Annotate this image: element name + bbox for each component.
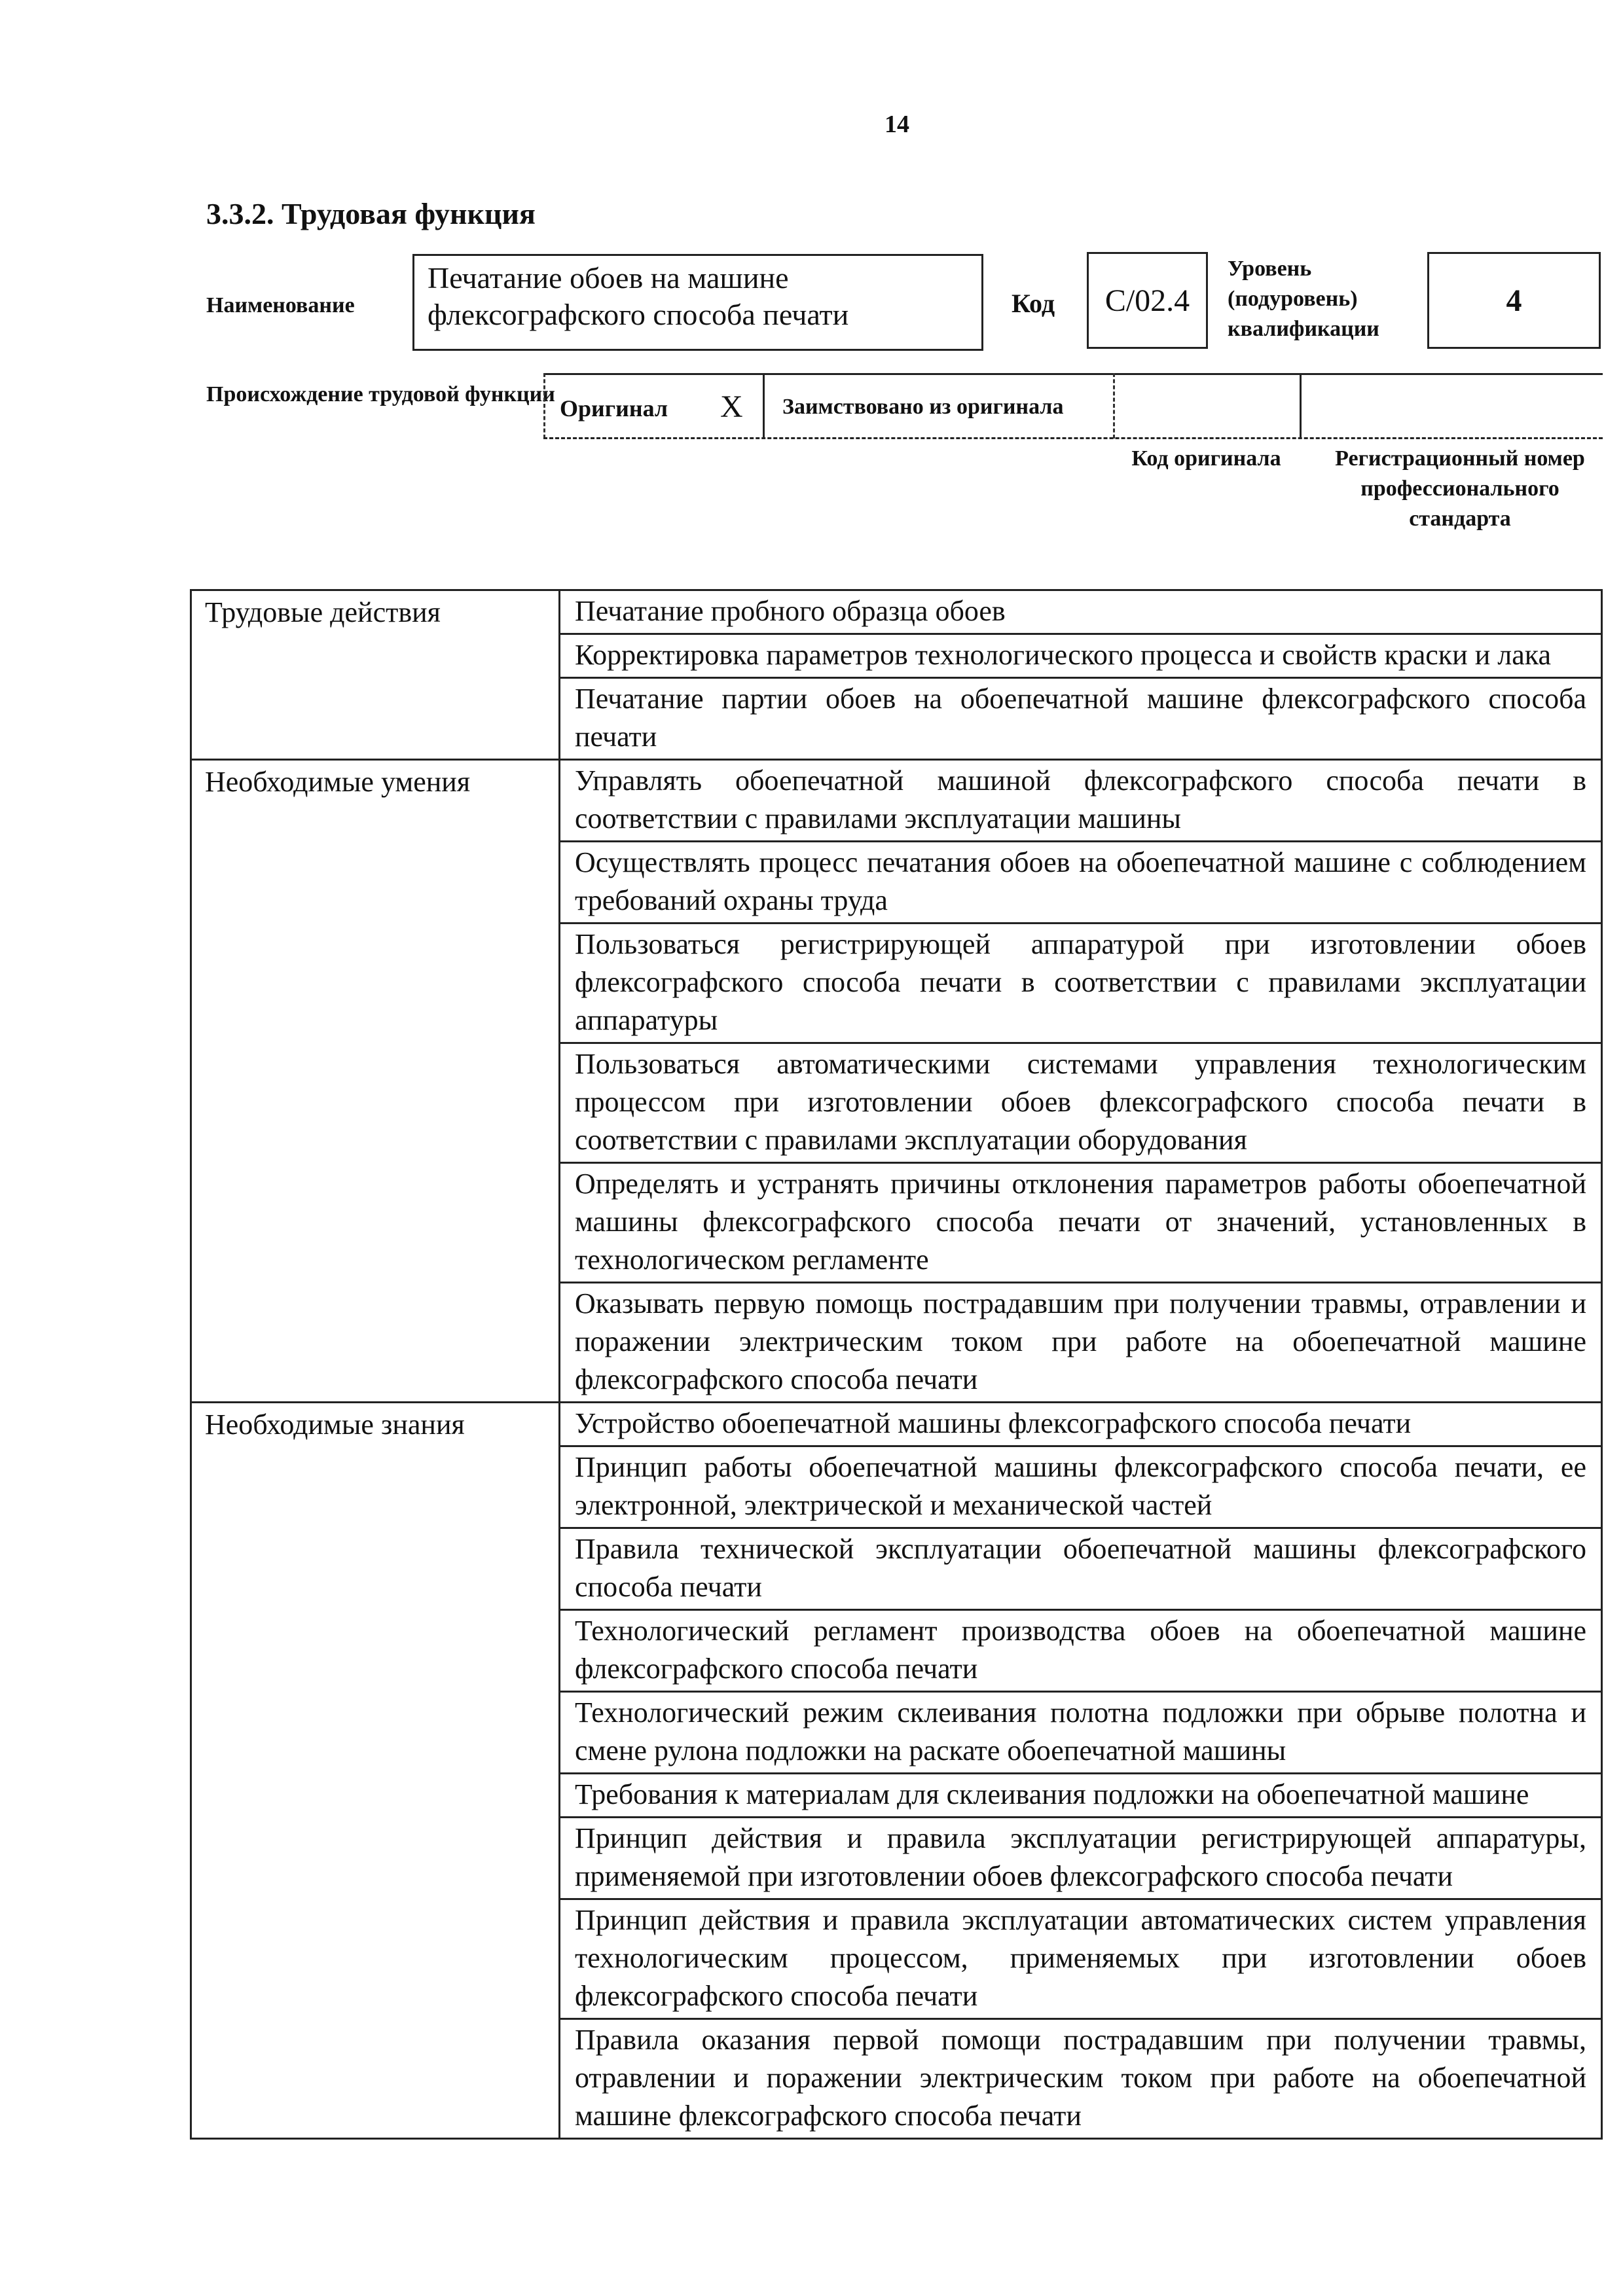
item-cell: Определять и устранять причины отклонения параметров работы обоепечатной машины флексографского способа печати от значений, установленных в технологическом регламенте	[560, 1163, 1602, 1283]
item-cell: Требования к материалам для склеивания подложки на обоепечатной машине	[560, 1774, 1602, 1818]
code-label: Код	[1012, 289, 1055, 318]
code-value-box: C/02.4	[1087, 252, 1208, 349]
function-name-box: Печатание обоев на машине флексографского способа печати	[412, 254, 983, 351]
section-title: 3.3.2. Трудовая функция	[206, 197, 536, 230]
item-cell: Принцип работы обоепечатной машины флексографского способа печати, ее электронной, электрической и механической частей	[560, 1446, 1602, 1528]
item-cell: Технологический режим склеивания полотна подложки при обрыве полотна и смене рулона подложки на раскате обоепечатной машины	[560, 1692, 1602, 1774]
item-cell: Устройство обоепечатной машины флексографского способа печати	[560, 1403, 1602, 1446]
item-cell: Пользоваться автоматическими системами управления технологическим процессом при изготовлении обоев флексографского способа печати в соответствии с правилами эксплуатации оборудования	[560, 1043, 1602, 1163]
item-cell: Технологический регламент производства обоев на обоепечатной машине флексографского способа печати	[560, 1610, 1602, 1692]
item-cell: Принцип действия и правила эксплуатации регистрирующей аппаратуры, применяемой при изготовлении обоев флексографского способа печати	[560, 1818, 1602, 1899]
item-cell: Пользоваться регистрирующей аппаратурой при изготовлении обоев флексографского способа печати в соответствии с правилами эксплуатации аппаратуры	[560, 924, 1602, 1043]
origin-label: Происхождение трудовой функции	[206, 382, 555, 406]
original-mark: X	[720, 389, 743, 424]
category-cell: Необходимые умения	[191, 760, 560, 1403]
table-row	[191, 590, 1602, 634]
item-cell: Оказывать первую помощь пострадавшим при получении травмы, отравлении и поражении электрическим током при работе на обоепечатной машине флексографского способа печати	[560, 1283, 1602, 1403]
original-label: Оригинал	[560, 395, 668, 422]
item-cell: Правила оказания первой помощи пострадавшим при получении травмы, отравлении и поражении электрическим током при работе на обоепечатной машине флексографского способа печати	[560, 2019, 1602, 2139]
item-cell: Управлять обоепечатной машиной флексографского способа печати в соответствии с правилами эксплуатации машины	[560, 760, 1602, 842]
code-original-caption: Код оригинала	[1131, 446, 1281, 471]
item-cell: Корректировка параметров технологического процесса и свойств краски и лака	[560, 634, 1602, 678]
level-value-box: 4	[1427, 252, 1601, 349]
item-cell: Принцип действия и правила эксплуатации автоматических систем управления технологическим процессом, применяемых при изготовлении обоев флексографского способа печати	[560, 1899, 1602, 2019]
borrowed-label: Заимствовано из оригинала	[782, 395, 1064, 419]
level-label: Уровень (подуровень) квалификации	[1228, 257, 1379, 341]
category-cell: Необходимые знания	[191, 1403, 560, 2139]
reg-number-caption: Регистрационный номер профессионального стандарта	[1335, 446, 1585, 531]
item-cell: Печатание пробного образца обоев	[560, 590, 1602, 634]
item-cell: Правила технической эксплуатации обоепечатной машины флексографского способа печати	[560, 1528, 1602, 1610]
category-cell: Трудовые действия	[191, 590, 560, 760]
page-number: 14	[884, 111, 909, 138]
table-row	[191, 760, 1602, 842]
function-table	[190, 589, 1603, 2140]
table-row	[191, 1403, 1602, 1446]
name-label: Наименование	[206, 293, 355, 317]
item-cell: Осуществлять процесс печатания обоев на обоепечатной машине с соблюдением требований охраны труда	[560, 842, 1602, 924]
item-cell: Печатание партии обоев на обоепечатной машине флексографского способа печати	[560, 678, 1602, 760]
